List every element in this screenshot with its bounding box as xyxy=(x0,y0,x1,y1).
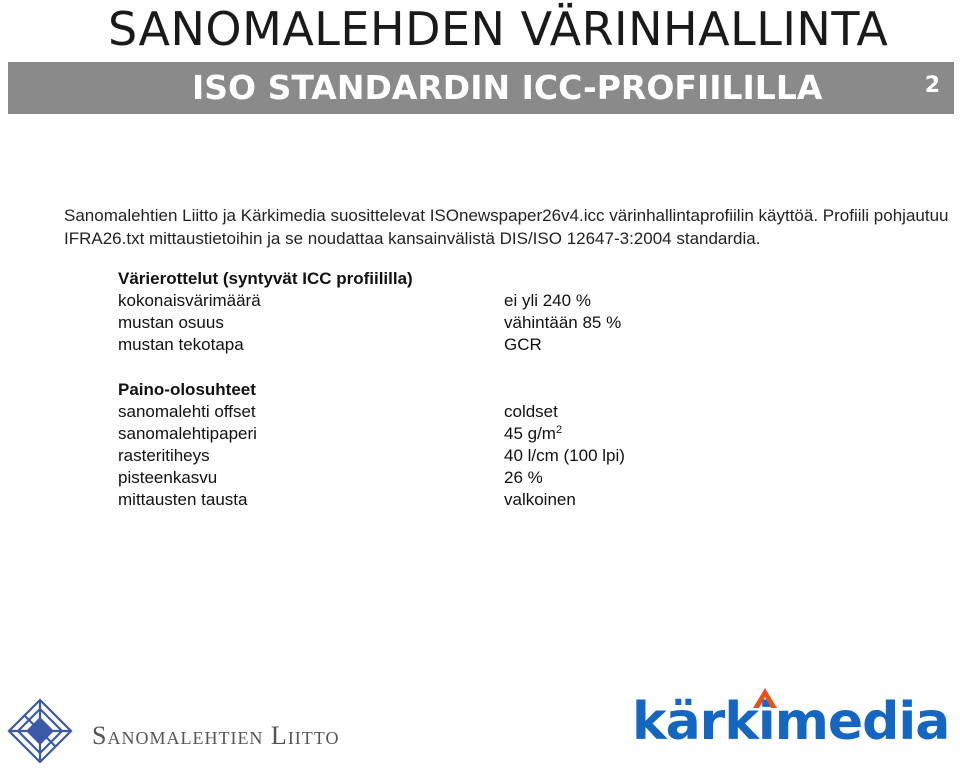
row-value: 26 % xyxy=(504,468,543,487)
row-value: GCR xyxy=(504,335,542,354)
page-number: 2 xyxy=(924,73,940,98)
row-label: rasteritiheys xyxy=(118,446,210,465)
band-title: ISO STANDARDIN ICC-PROFIILILLA xyxy=(192,68,823,107)
separation-row xyxy=(118,334,621,356)
sanomalehtien-liitto-logo-text: Sanomalehtien Liitto xyxy=(92,721,340,750)
printing-heading: Paino-olosuhteet xyxy=(118,380,256,399)
row-value: ei yli 240 % xyxy=(504,291,591,310)
separations-section xyxy=(118,268,621,356)
row-label: pisteenkasvu xyxy=(118,468,218,487)
row-value-text: 45 g/m xyxy=(504,424,556,443)
row-value: valkoinen xyxy=(504,490,576,509)
row-value: 40 l/cm (100 lpi) xyxy=(504,446,625,465)
row-label: mustan tekotapa xyxy=(118,335,244,354)
row-label: sanomalehti offset xyxy=(118,402,256,421)
karkimedia-logo-arrow-icon xyxy=(751,686,779,710)
row-value xyxy=(504,423,562,445)
printing-row xyxy=(118,423,625,445)
sanomalehtien-liitto-logo-icon xyxy=(6,697,74,765)
printing-section xyxy=(118,379,625,511)
karkimedia-logo-text: kärkimedia xyxy=(632,692,950,752)
main-title: SANOMALEHDEN VÄRINHALLINTA xyxy=(108,2,889,56)
printing-row xyxy=(118,445,625,467)
row-value: vähintään 85 % xyxy=(504,313,622,332)
separation-row xyxy=(118,290,621,312)
row-value: coldset xyxy=(504,402,558,421)
separations-heading: Värierottelut (syntyvät ICC profiililla) xyxy=(118,269,413,288)
printing-row xyxy=(118,467,625,489)
row-label: kokonaisvärimäärä xyxy=(118,291,261,310)
printing-row xyxy=(118,401,625,423)
superscript: 2 xyxy=(555,424,563,436)
title-band xyxy=(8,62,954,114)
intro-paragraph: Sanomalehtien Liitto ja Kärkimedia suosittelevat ISOnewspaper26v4.icc värinhallintaprofiilin käyttöä. Profiili pohjautuu IFRA26.txt mittaustietoihin ja se noudattaa kansainvälistä DIS/ISO 12647-3:2004 standardia. xyxy=(64,206,949,248)
row-label: mustan osuus xyxy=(118,313,224,332)
separation-row xyxy=(118,312,621,334)
printing-row xyxy=(118,489,625,511)
row-label: mittausten tausta xyxy=(118,490,248,509)
row-label: sanomalehtipaperi xyxy=(118,424,257,443)
